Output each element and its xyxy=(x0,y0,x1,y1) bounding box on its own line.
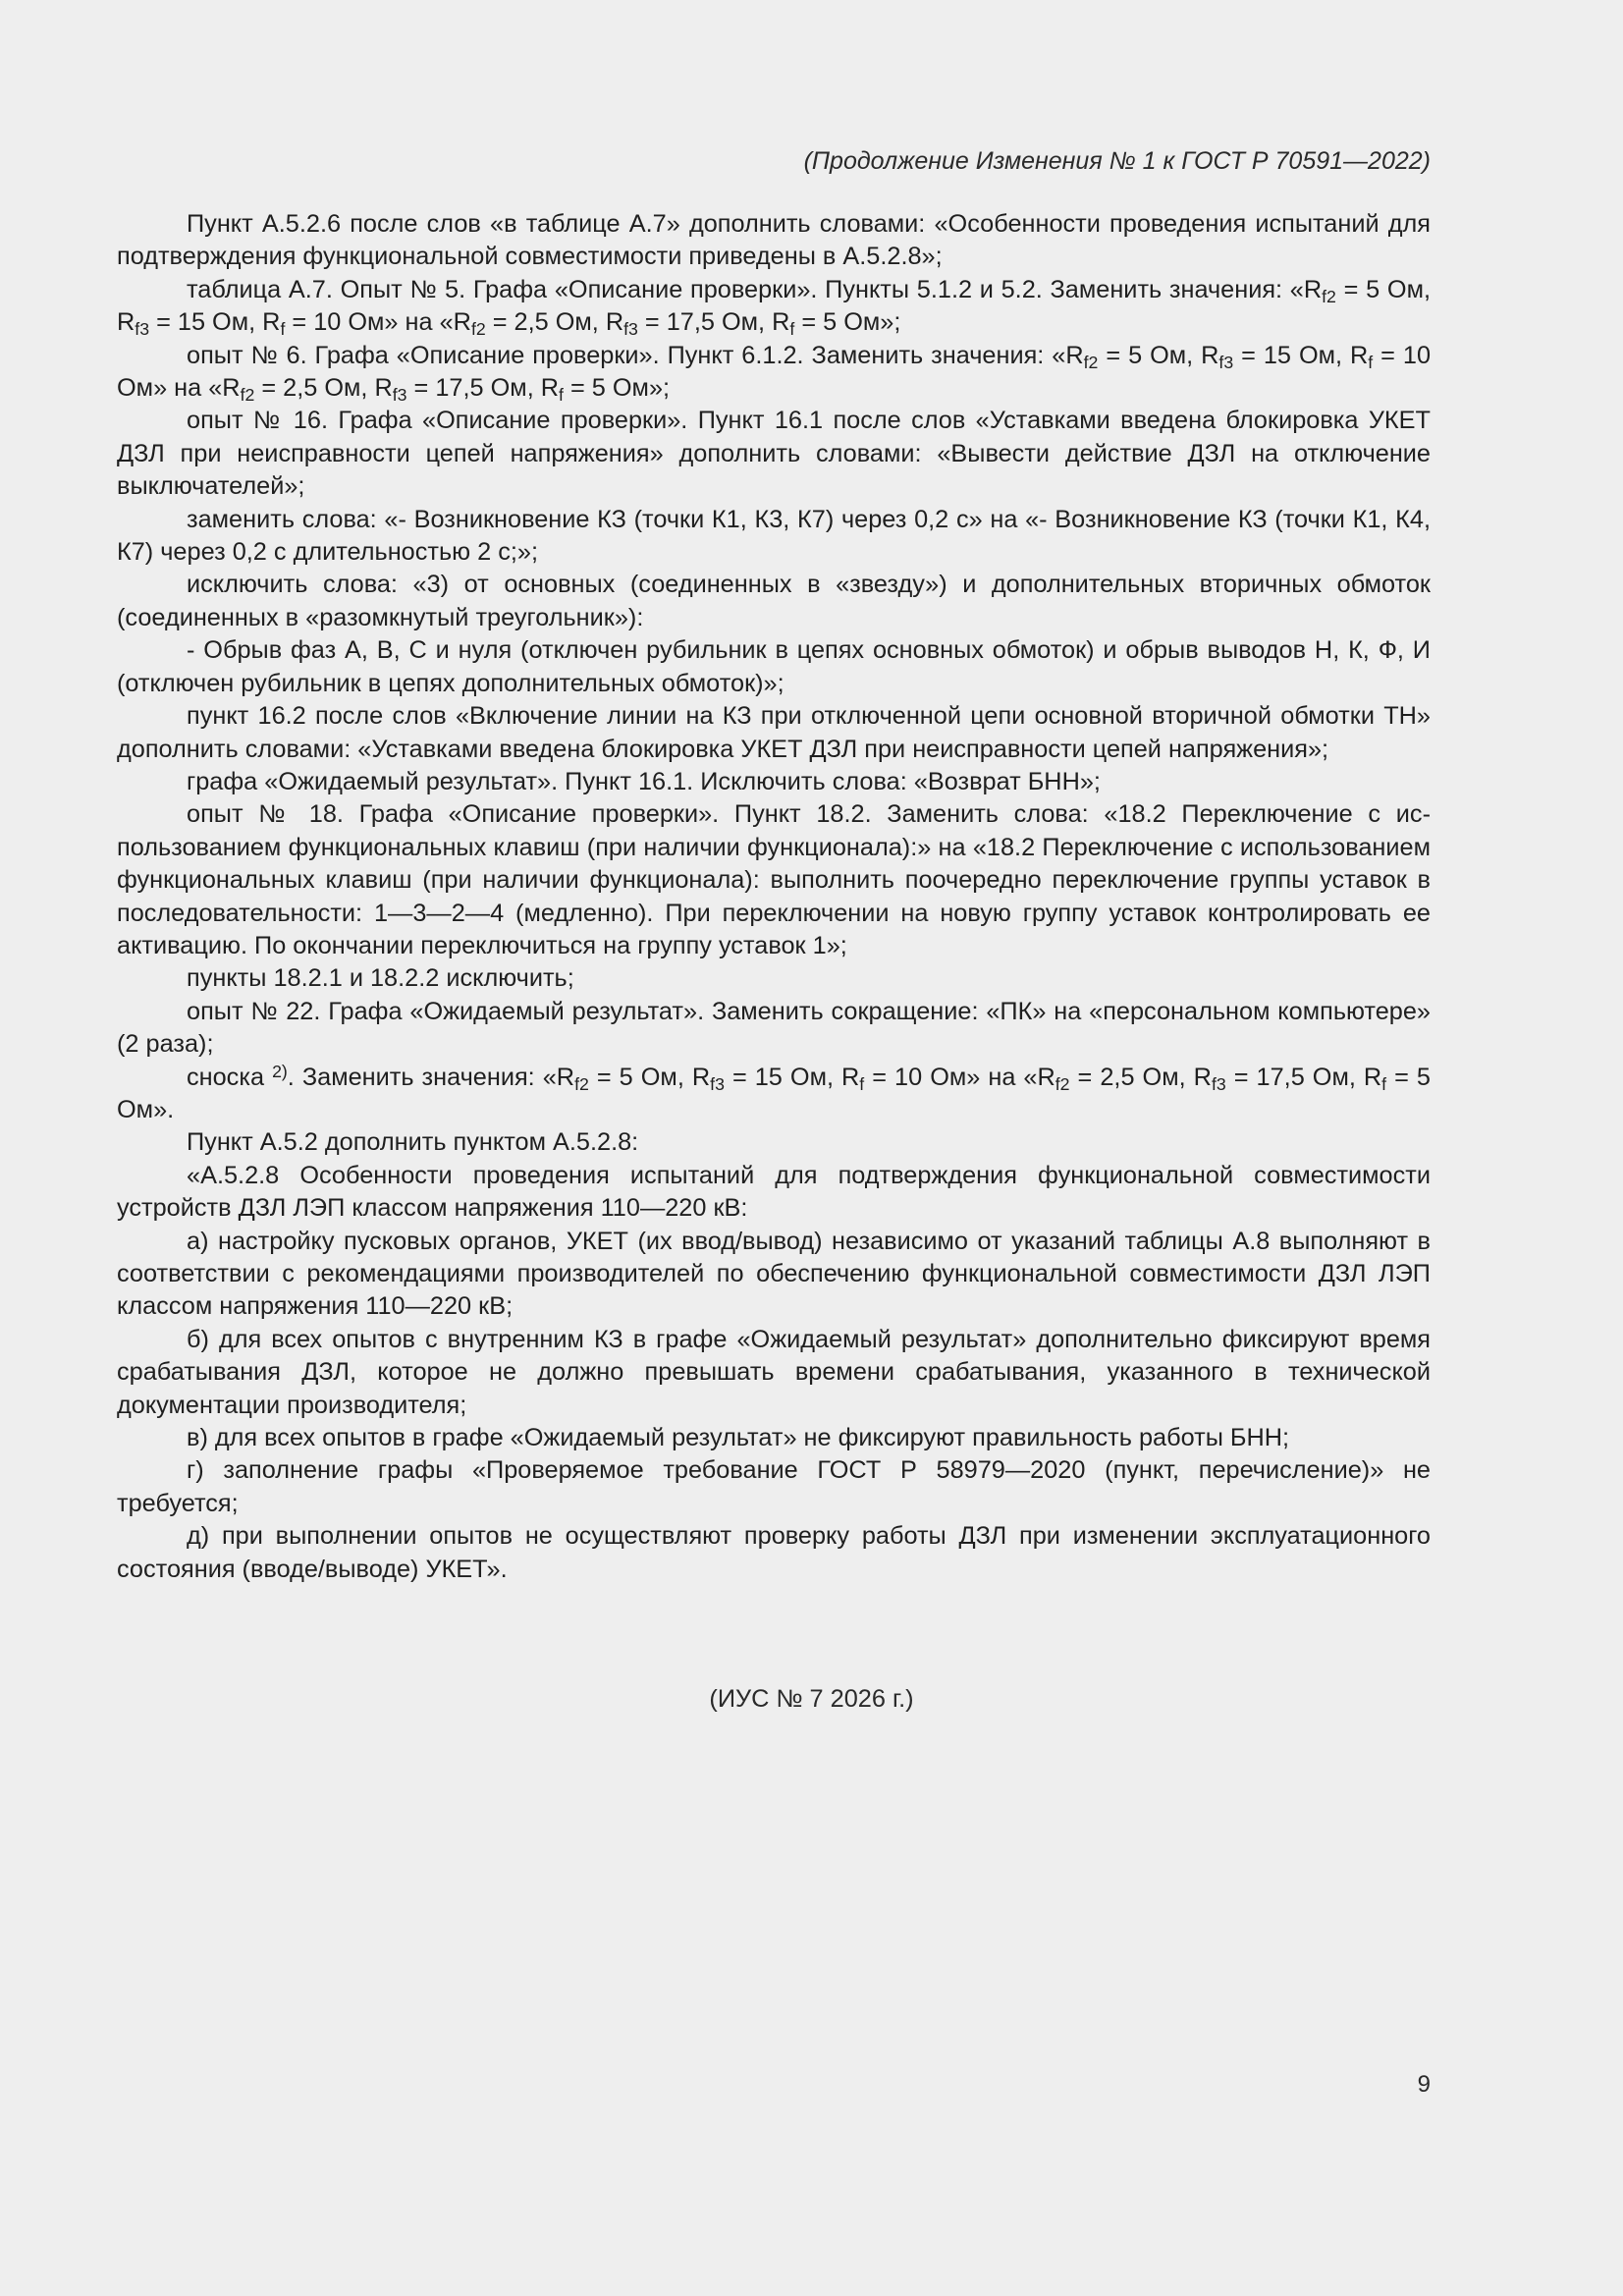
body-paragraph: а) настройку пусковых органов, УКЕТ (их ввод/вывод) независимо от указаний таблицы А.8 выполняют в соответствии с рекомендациями производителей по обеспечению функциональной совместимости ДЗЛ ЛЭП классом напряжения 110—220 кВ; xyxy=(117,1227,1431,1321)
ius-reference: (ИУС № 7 2026 г.) xyxy=(709,1685,914,1713)
body-paragraph: д) при выполнении опытов не осуществляют проверку работы ДЗЛ при изменении эксплуатационного состояния (вводе/выводе) УКЕТ». xyxy=(117,1522,1431,1583)
body-paragraph: исключить слова: «3) от основных (соединенных в «звезду») и дополнительных вторичных обмоток (соединенных в «разомкнутый треугольник»): xyxy=(117,571,1431,631)
body-paragraph: в) для всех опытов в графе «Ожидаемый результат» не фиксируют правильность работы БНН; xyxy=(187,1424,1290,1452)
body-paragraph: опыт № 22. Графа «Ожидаемый результат». Заменить сокращение: «ПК» на «персональном компьютере» (2 раза); xyxy=(117,997,1431,1059)
body-paragraph: сноска $^{2)}$. Заменить значения: «$R_{f2} = 5$ Ом, $R_{f3} = 15$ Ом, $R_f = 10$ Ом» на «$R_{f2} = 2,5$ Ом, $R_{f3} = 17,5$ Ом, $R_f = 5$ Ом». xyxy=(117,1061,1431,1123)
running-header: (Продолжение Изменения № 1 к ГОСТ Р 70591—2022) xyxy=(803,147,1431,175)
body-paragraph: пункты 18.2.1 и 18.2.2 исключить; xyxy=(187,964,574,993)
body-paragraph: б) для всех опытов с внутренним КЗ в графе «Ожидаемый результат» дополнительно фиксируют время срабатывания ДЗЛ, которое не должно превышать времени срабатывания, указанного в технической документации производителя; xyxy=(117,1325,1431,1419)
body-paragraph: г) заполнение графы «Проверяемое требование ГОСТ Р 58979—2020 (пункт, перечисление)» не требуется; xyxy=(117,1456,1431,1517)
body-paragraph: «А.5.2.8 Особенности проведения испытаний для подтверждения функциональной совместимости устройств ДЗЛ ЛЭП классом напряжения 110—220 кВ: xyxy=(117,1161,1431,1223)
body-paragraph: опыт № 6. Графа «Описание проверки». Пункт 6.1.2. Заменить значения: «$R_{f2} = 5$ Ом, $R_{f3} = 15$ Ом, $R_f = 10$ Ом» на «$R_{f2} = 2,5$ Ом, $R_{f3} = 17,5$ Ом, $R_f = 5$ Ом»; xyxy=(117,341,1432,405)
body-paragraph: опыт № 16. Графа «Описание проверки». Пункт 16.1 после слов «Уставками введена блокировка УКЕТ ДЗЛ при неисправности цепей напряжения» дополнить словами: «Вывести действие ДЗЛ на отключение выключателей»; xyxy=(117,407,1431,501)
body-paragraph: пункт 16.2 после слов «Включение линии на КЗ при отключенной цепи основной вторичной обмотки ТН» дополнить словами: «Уставками введена блокировка УКЕТ ДЗЛ при неисправности цепей напряжения»; xyxy=(117,702,1431,763)
body-paragraph: Пункт А.5.2.6 после слов «в таблице А.7» дополнить словами: «Особенности проведения испытаний для подтверждения функциональной совместимости приведены в А.5.2.8»; xyxy=(117,210,1431,271)
body-paragraph: заменить слова: «- Возникновение КЗ (точки К1, К3, К7) через 0,2 с» на «- Возникновение КЗ (точки К1, К4, К7) через 0,2 с длительностью 2 с;»; xyxy=(117,505,1431,567)
body-paragraph: Пункт А.5.2 дополнить пунктом А.5.2.8: xyxy=(187,1128,639,1157)
amendment-body xyxy=(117,208,1431,1586)
page-number: 9 xyxy=(1417,2071,1431,2098)
body-paragraph: опыт № 18. Графа «Описание проверки». Пункт 18.2. Заменить слова: «18.2 Переключение с использованием функциональных клавиш (при наличии функционала):» на «18.2 Переключение с использованием функциональных клавиш (при наличии функционала): выполнить поочередно переключение группы уставок в последовательности: 1—3—2—4 (медленно). При переключении на новую группу уставок контролировать ее активацию. По окончании переключиться на группу уставок 1»; xyxy=(117,800,1431,959)
body-paragraph: таблица А.7. Опыт № 5. Графа «Описание проверки». Пункты 5.1.2 и 5.2. Заменить значения: «$R_{f2} = 5$ Ом, $R_{f3} = 15$ Ом, $R_f = 10$ Ом» на «$R_{f2} = 2,5$ Ом, $R_{f3} = 17,5$ Ом, $R_f = 5$ Ом»; xyxy=(117,275,1431,340)
body-paragraph: графа «Ожидаемый результат». Пункт 16.1. Исключить слова: «Возврат БНН»; xyxy=(187,767,1101,795)
body-paragraph: - Обрыв фаз А, В, С и нуля (отключен рубильник в цепях основных обмоток) и обрыв выводов Н, К, Ф, И (отключен рубильник в цепях дополнительных обмоток)»; xyxy=(117,636,1431,697)
